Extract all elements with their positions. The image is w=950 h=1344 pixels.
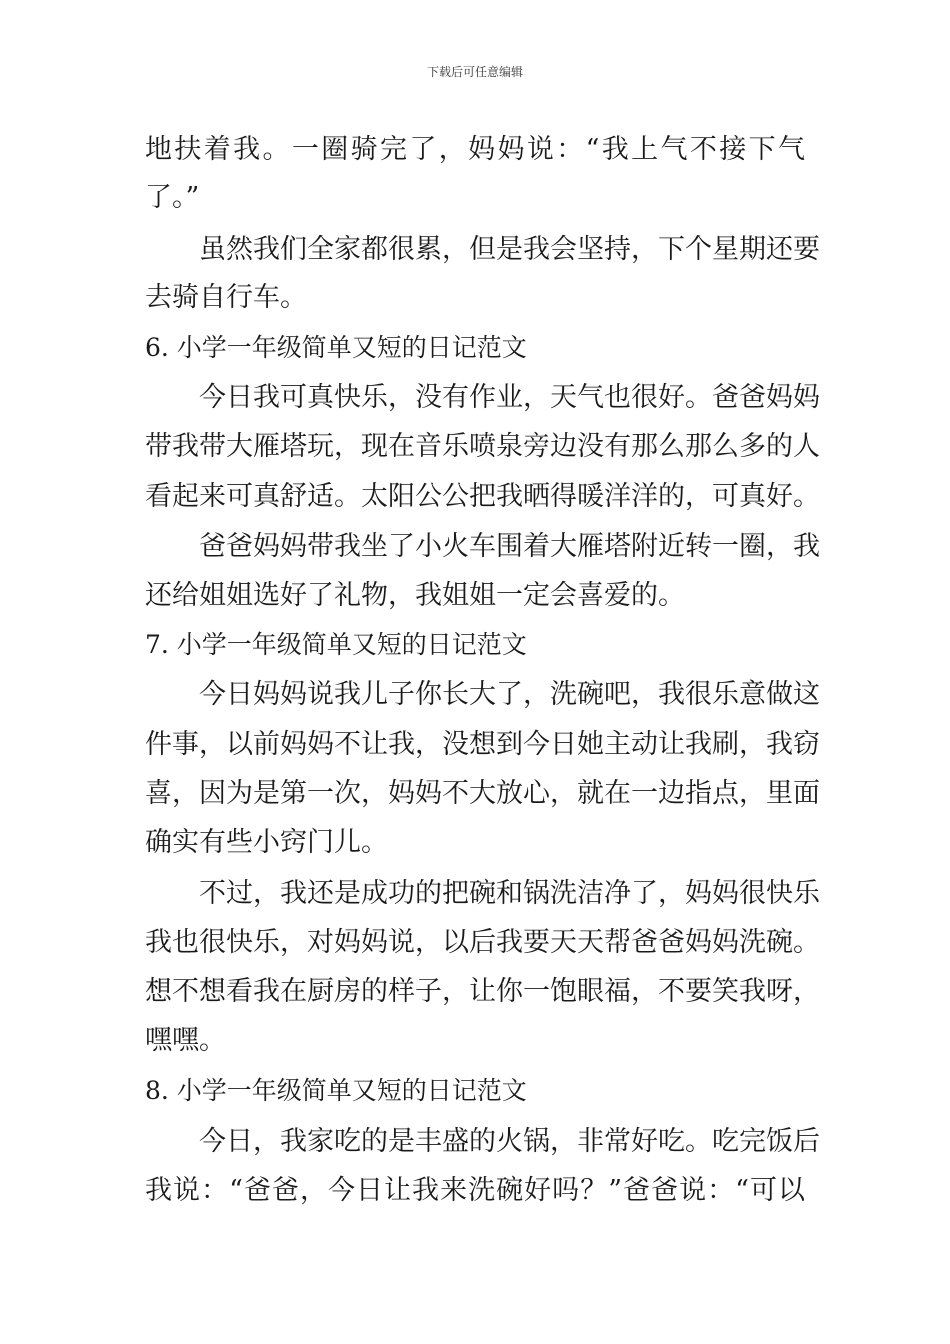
text-line: 不过，我还是成功的把碗和锅洗洁净了，妈妈很快乐	[199, 878, 820, 909]
text-line: 我也很快乐，对妈妈说，以后我要天天帮爸爸妈妈洗碗。	[145, 927, 820, 958]
text-line: 看起来可真舒适。太阳公公把我晒得暖洋洋的，可真好。	[145, 481, 820, 512]
text-line: 还给姐姐选好了礼物，我姐姐一定会喜爱的。	[145, 580, 685, 611]
section-heading: 8. 小学一年级简单又短的日记范文	[145, 1076, 527, 1105]
text-line: 爸爸妈妈带我坐了小火车围着大雁塔附近转一圈，我	[199, 531, 820, 562]
text-line: 带我带大雁塔玩，现在音乐喷泉旁边没有那么那么多的人	[145, 431, 820, 462]
text-line: 今日我可真快乐，没有作业，天气也很好。爸爸妈妈	[199, 382, 820, 413]
section-heading: 7. 小学一年级简单又短的日记范文	[145, 630, 527, 659]
text-line: 件事，以前妈妈不让我，没想到今日她主动让我刷，我窃	[145, 729, 820, 760]
text-line: 想不想看我在厨房的样子，让你一饱眼福，不要笑我呀，	[145, 976, 820, 1007]
text-line: 了。”	[145, 182, 200, 213]
text-line: 去骑自行车。	[145, 282, 307, 313]
text-line: 嘿嘿。	[145, 1025, 226, 1056]
section-heading: 6. 小学一年级简单又短的日记范文	[145, 333, 527, 362]
text-line: 今日妈妈说我儿子你长大了，洗碗吧，我很乐意做这	[199, 679, 820, 710]
text-line: 地扶着我。一圈骑完了，妈妈说：“我上气不接下气	[145, 134, 805, 165]
text-line: 今日，我家吃的是丰盛的火锅，非常好吃。吃完饭后	[199, 1126, 820, 1157]
text-line: 确实有些小窍门儿。	[145, 827, 388, 858]
page-header: 下载后可任意编辑	[426, 65, 523, 79]
text-line: 虽然我们全家都很累，但是我会坚持，下个星期还要	[199, 234, 820, 265]
text-line: 喜，因为是第一次，妈妈不大放心，就在一边指点，里面	[145, 778, 820, 809]
text-line: 我说：“爸爸，今日让我来洗碗好吗？”爸爸说：“可以	[145, 1175, 805, 1206]
